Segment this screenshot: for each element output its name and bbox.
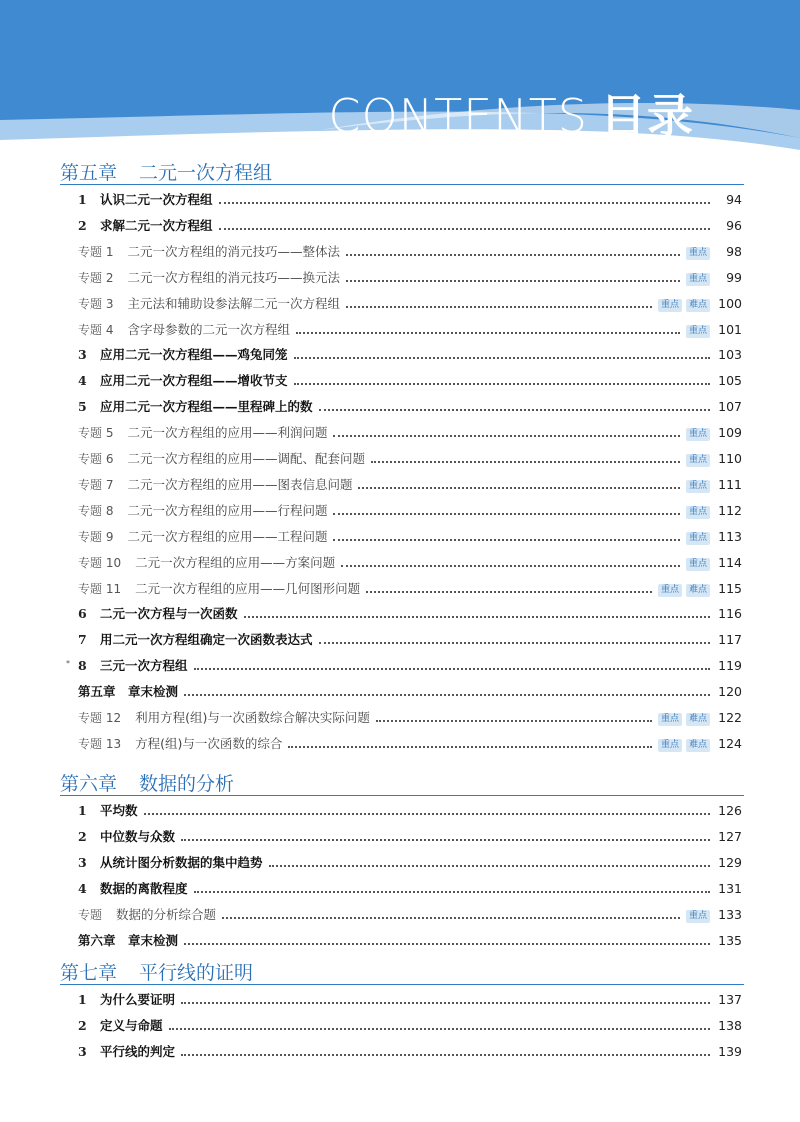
toc-entry[interactable] <box>78 397 742 417</box>
tag-group <box>658 299 710 312</box>
page-number: 112 <box>718 502 742 518</box>
entry-title: 为什么要证明 <box>100 992 176 1007</box>
dot-leader <box>184 694 710 696</box>
toc-entry[interactable] <box>78 1016 742 1036</box>
dot-leader <box>244 616 710 618</box>
topic-prefix: 专题 7 <box>78 477 114 492</box>
toc-entry[interactable] <box>78 708 742 728</box>
section-number: 1 <box>78 992 87 1007</box>
page-number: 133 <box>718 906 742 922</box>
toc-entry[interactable] <box>78 827 742 847</box>
page-number: 138 <box>718 1017 742 1033</box>
section-number: 3 <box>78 854 87 870</box>
section-number: 4 <box>78 373 87 389</box>
page-number: 98 <box>726 243 742 259</box>
dot-leader <box>181 1054 710 1056</box>
toc-entry[interactable] <box>78 345 742 365</box>
chapter-label: 第五章 <box>60 162 118 184</box>
page-number: 127 <box>718 828 742 844</box>
chapter-title: 数据的分析 <box>139 773 235 795</box>
key-point-badge: 重点 <box>686 428 710 441</box>
dot-leader <box>333 539 680 541</box>
page-number: 107 <box>718 399 742 415</box>
topic-prefix: 专题 13 <box>78 736 122 751</box>
topic-prefix: 专题 2 <box>78 270 114 285</box>
toc-entry[interactable] <box>78 475 742 495</box>
page-number: 124 <box>718 735 742 751</box>
page-number: 137 <box>718 992 742 1007</box>
page-number: 94 <box>726 192 742 207</box>
topic-prefix: 专题 12 <box>78 711 122 725</box>
section-number: 7 <box>78 632 87 648</box>
optional-marker: * <box>66 659 70 669</box>
page-number: 99 <box>726 269 742 285</box>
tag-group <box>658 739 710 752</box>
entry-title: 二元一次方程组的应用——利润问题 <box>127 425 328 441</box>
difficult-point-badge: 难点 <box>686 713 710 726</box>
toc-entry[interactable] <box>78 990 742 1010</box>
dot-leader <box>144 813 710 815</box>
difficult-point-badge: 难点 <box>686 299 710 312</box>
toc-entry[interactable] <box>78 216 742 236</box>
entry-title: 应用二元一次方程组——鸡兔同笼 <box>100 347 288 363</box>
chapter-heading <box>60 958 253 985</box>
entry-title: 二元一次方程与一次函数 <box>100 606 238 622</box>
dot-leader <box>366 591 652 593</box>
page-number: 120 <box>718 684 742 700</box>
entry-title: 第五章 章末检测 <box>78 684 179 700</box>
entry-title: 二元一次方程组的应用——图表信息问题 <box>127 476 353 492</box>
entry-title: 二元一次方程组的应用——几何图形问题 <box>135 580 361 596</box>
page-number: 119 <box>718 658 742 674</box>
tag-group <box>686 558 710 571</box>
dot-leader <box>346 254 680 256</box>
entry-title: 二元一次方程组的应用——调配、配套问题 <box>127 451 365 466</box>
section-number: 1 <box>78 192 87 207</box>
dot-leader <box>346 280 680 282</box>
tag-group <box>686 273 710 286</box>
dot-leader <box>169 1028 710 1030</box>
entry-title: 用二元一次方程组确定一次函数表达式 <box>100 632 313 648</box>
tag-group <box>686 454 710 467</box>
key-point-badge: 重点 <box>686 480 710 493</box>
entry-title: 平行线的判定 <box>100 1043 176 1059</box>
dot-leader <box>319 642 710 644</box>
tag-group <box>658 584 710 597</box>
contents-title-zh: 目录 <box>600 89 694 143</box>
difficult-point-badge: 难点 <box>686 739 710 752</box>
chapter-title: 平行线的证明 <box>139 962 254 984</box>
toc-entry[interactable] <box>78 604 742 624</box>
page-number: 116 <box>718 606 742 622</box>
topic-prefix: 专题 3 <box>78 296 114 311</box>
page-number: 115 <box>718 580 742 596</box>
entry-title: 含字母参数的二元一次方程组 <box>127 321 290 337</box>
toc-entry[interactable] <box>78 801 742 821</box>
entry-title: 中位数与众数 <box>100 828 176 844</box>
toc-entry[interactable] <box>78 527 742 547</box>
key-point-badge: 重点 <box>686 910 710 923</box>
toc-entry[interactable] <box>78 268 742 288</box>
toc-entry[interactable] <box>78 682 742 702</box>
toc-entry[interactable] <box>78 320 742 340</box>
toc-entry[interactable] <box>78 630 742 650</box>
chapter-divider <box>60 184 744 185</box>
tag-group <box>658 713 710 726</box>
section-number: 1 <box>78 803 87 818</box>
entry-title: 求解二元一次方程组 <box>100 217 213 233</box>
key-point-badge: 重点 <box>658 299 682 312</box>
key-point-badge: 重点 <box>686 532 710 545</box>
toc-entry[interactable] <box>78 734 742 754</box>
page-number: 103 <box>718 347 742 363</box>
chapter-heading <box>60 158 272 185</box>
toc-entry[interactable] <box>78 879 742 899</box>
section-number: 3 <box>78 347 87 363</box>
dot-leader <box>376 720 652 722</box>
key-point-badge: 重点 <box>686 247 710 260</box>
toc-entry[interactable] <box>78 853 742 873</box>
entry-title: 三元一次方程组 <box>100 658 188 674</box>
toc-entry[interactable] <box>78 931 742 951</box>
contents-title <box>328 80 694 146</box>
entry-title: 认识二元一次方程组 <box>100 192 213 207</box>
chapter-label: 第七章 <box>60 962 118 984</box>
toc-entry[interactable] <box>78 294 742 314</box>
entry-title: 二元一次方程组的应用——行程问题 <box>127 502 328 518</box>
tag-group <box>686 480 710 493</box>
dot-leader <box>346 306 652 308</box>
section-number: 3 <box>78 1043 87 1059</box>
dot-leader <box>194 891 710 893</box>
key-point-badge: 重点 <box>686 273 710 286</box>
tag-group <box>686 506 710 519</box>
section-number: 8 <box>78 658 87 674</box>
key-point-badge: 重点 <box>686 506 710 519</box>
entry-title: 利用方程(组)与一次函数综合解决实际问题 <box>135 710 370 725</box>
entry-title: 主元法和辅助设参法解二元一次方程组 <box>127 295 340 311</box>
entry-title: 数据的分析综合题 <box>116 906 217 922</box>
dot-leader <box>222 917 680 919</box>
dot-leader <box>219 228 710 230</box>
topic-prefix: 专题 10 <box>78 555 122 570</box>
entry-title: 从统计图分析数据的集中趋势 <box>100 854 263 870</box>
dot-leader <box>371 461 680 463</box>
topic-prefix: 专题 8 <box>78 503 114 518</box>
section-number: 2 <box>78 1017 87 1033</box>
key-point-badge: 重点 <box>658 739 682 752</box>
page-number: 139 <box>718 1043 742 1059</box>
toc-entry[interactable] <box>78 242 742 262</box>
tag-group <box>686 532 710 545</box>
entry-title: 应用二元一次方程组——里程碑上的数 <box>100 399 313 415</box>
section-number: 2 <box>78 217 87 233</box>
contents-title-en: CONTENTS <box>328 89 588 143</box>
entry-title: 平均数 <box>100 803 138 818</box>
page-number: 135 <box>718 932 742 948</box>
page-number: 109 <box>718 425 742 441</box>
page-number: 110 <box>718 451 742 466</box>
topic-prefix: 专题 1 <box>78 244 114 259</box>
chapter-divider <box>60 984 744 985</box>
topic-prefix: 专题 9 <box>78 529 114 544</box>
entry-title: 二元一次方程组的消元技巧——整体法 <box>127 243 340 259</box>
page-number: 114 <box>718 554 742 570</box>
dot-leader <box>181 839 710 841</box>
toc-entry[interactable] <box>78 905 742 925</box>
toc-entry[interactable] <box>78 1042 742 1062</box>
toc-entry[interactable] <box>78 371 742 391</box>
toc-entry[interactable] <box>78 553 742 573</box>
dot-leader <box>219 202 710 204</box>
header-banner <box>0 0 800 165</box>
chapter-label: 第六章 <box>60 773 118 795</box>
page-number: 129 <box>718 854 742 870</box>
dot-leader <box>319 409 710 411</box>
page-number: 96 <box>726 217 742 233</box>
dot-leader <box>341 565 680 567</box>
entry-title: 二元一次方程组的应用——工程问题 <box>127 528 328 544</box>
key-point-badge: 重点 <box>686 558 710 571</box>
dot-leader <box>269 865 710 867</box>
page-number: 100 <box>718 295 742 311</box>
page-number: 105 <box>718 373 742 389</box>
toc-entry[interactable] <box>78 449 742 469</box>
entry-title: 方程(组)与一次函数的综合 <box>135 735 283 751</box>
dot-leader <box>294 383 710 385</box>
dot-leader <box>194 668 710 670</box>
dot-leader <box>296 332 680 334</box>
key-point-badge: 重点 <box>686 454 710 467</box>
chapter-divider <box>60 795 744 796</box>
key-point-badge: 重点 <box>658 584 682 597</box>
entry-title: 第六章 章末检测 <box>78 932 179 948</box>
key-point-badge: 重点 <box>658 713 682 726</box>
topic-prefix: 专题 6 <box>78 452 114 466</box>
topic-prefix: 专题 11 <box>78 581 122 596</box>
dot-leader <box>181 1002 710 1004</box>
page-number: 126 <box>718 803 742 818</box>
dot-leader <box>294 357 710 359</box>
toc-entry[interactable] <box>66 656 742 676</box>
entry-title: 二元一次方程组的应用——方案问题 <box>135 554 336 570</box>
page-number: 117 <box>718 632 742 648</box>
toc-entry[interactable] <box>78 190 742 210</box>
page-number: 122 <box>718 710 742 725</box>
chapter-title: 二元一次方程组 <box>139 162 273 184</box>
section-number: 6 <box>78 606 87 622</box>
dot-leader <box>288 746 652 748</box>
toc-entry[interactable] <box>78 579 742 599</box>
topic-prefix: 专题 <box>78 907 103 922</box>
tag-group <box>686 247 710 260</box>
entry-title: 应用二元一次方程组——增收节支 <box>100 373 288 389</box>
entry-title: 定义与命题 <box>100 1017 163 1033</box>
section-number: 5 <box>78 399 87 415</box>
dot-leader <box>358 487 680 489</box>
toc-entry[interactable] <box>78 501 742 521</box>
tag-group <box>686 910 710 923</box>
page-number: 131 <box>718 880 742 896</box>
key-point-badge: 重点 <box>686 325 710 338</box>
page-number: 111 <box>718 476 742 492</box>
topic-prefix: 专题 5 <box>78 426 114 441</box>
page-number: 113 <box>718 528 742 544</box>
section-number: 2 <box>78 828 87 844</box>
dot-leader <box>184 943 710 945</box>
topic-prefix: 专题 4 <box>78 322 114 337</box>
entry-title: 数据的离散程度 <box>100 880 188 896</box>
dot-leader <box>333 513 680 515</box>
toc-entry[interactable] <box>78 423 742 443</box>
tag-group <box>686 428 710 441</box>
difficult-point-badge: 难点 <box>686 584 710 597</box>
tag-group <box>686 325 710 338</box>
dot-leader <box>333 435 680 437</box>
chapter-heading <box>60 769 234 796</box>
page-number: 101 <box>718 321 742 337</box>
entry-title: 二元一次方程组的消元技巧——换元法 <box>127 269 340 285</box>
section-number: 4 <box>78 880 87 896</box>
